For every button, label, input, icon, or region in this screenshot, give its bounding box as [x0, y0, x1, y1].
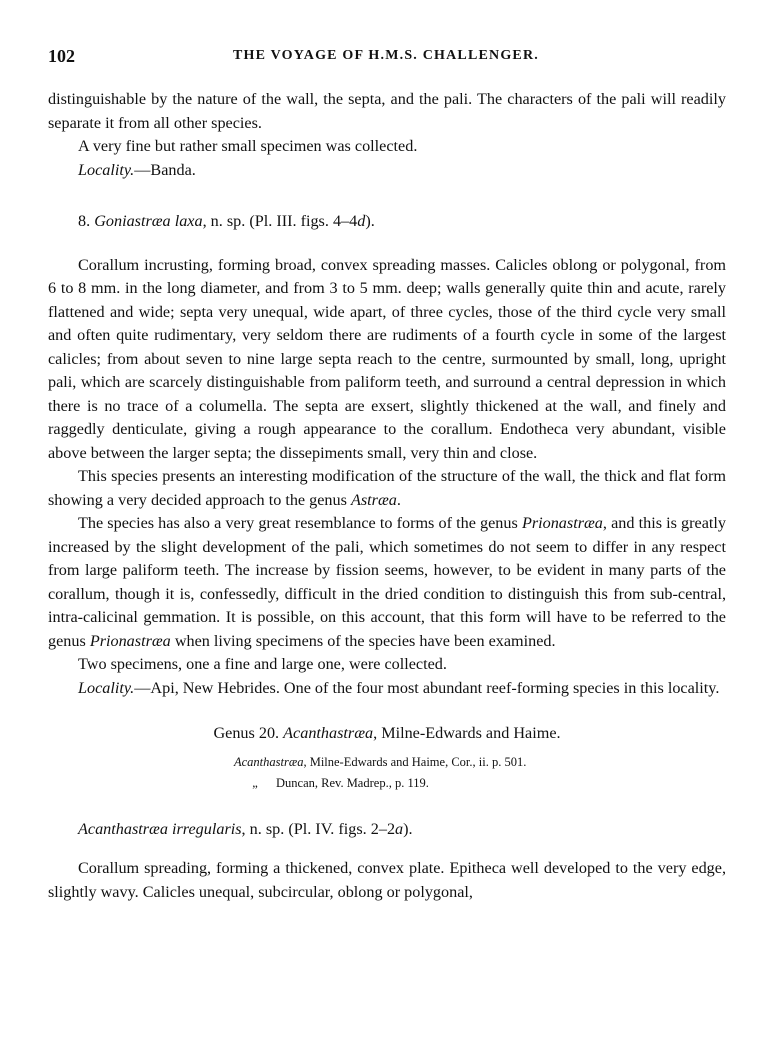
species-close: ). — [403, 819, 413, 838]
reference-text: Duncan, Rev. Madrep., p. 119. — [276, 775, 429, 790]
page-header — [48, 46, 724, 68]
figure-letter: d — [357, 212, 366, 230]
species-suffix: , n. sp. (Pl. III. figs. 4–4 — [202, 212, 358, 230]
running-title: THE VOYAGE OF H.M.S. CHALLENGER. — [233, 48, 539, 63]
figure-letter: a — [395, 819, 404, 838]
species-number: 8. — [78, 212, 91, 230]
species-locality — [48, 677, 726, 701]
locality-label: Locality. — [78, 678, 135, 697]
genus-references — [234, 752, 726, 794]
page-number: 102 — [48, 46, 75, 66]
specimens-note: Two specimens, one a fine and large one, were collected. — [78, 655, 447, 673]
ditto-mark: „ — [252, 775, 258, 790]
reference-genus: Acanthastræa — [234, 754, 304, 769]
body-text — [48, 88, 726, 904]
remarks-text: This species presents an interesting modification of the structure of the wall, the thick and flat form showing a very decided approach to the genus — [48, 467, 726, 509]
species-close: ). — [365, 212, 375, 230]
reference-line — [234, 773, 726, 794]
species-heading-acanthastraea-irregularis — [48, 818, 726, 842]
locality-value: —Api, New Hebrides. One of the four most abundant reef-forming species in this locality. — [134, 678, 720, 697]
genus-prefix: Genus 20. — [213, 724, 284, 742]
genus-name: Astræa — [350, 490, 397, 509]
species-name: Goniastræa laxa — [94, 212, 203, 230]
comparison-end: when living specimens of the species have been examined. — [170, 631, 556, 650]
species-description: Corallum spreading, forming a thickened, convex plate. Epitheca well developed to the very edge, slightly wavy. Calicles unequal, subcircular, oblong or polygonal, — [48, 859, 726, 901]
species-suffix: , n. sp. (Pl. IV. figs. 2–2 — [241, 819, 396, 838]
species-heading-goniastraea-laxa — [48, 210, 726, 234]
remarks-end: . — [396, 490, 401, 509]
species-remarks-paragraph — [48, 465, 726, 512]
genus-name: Prionastræa — [89, 631, 171, 650]
previous-entry-text: distinguishable by the nature of the wall, the septa, and the pali. The characters of the pali will readily separate it from all other species. — [48, 90, 726, 132]
locality-value: —Banda. — [134, 160, 196, 179]
previous-entry-locality — [48, 159, 726, 183]
locality-label: Locality. — [78, 160, 135, 179]
genus-authors: , Milne-Edwards and Haime. — [373, 724, 561, 742]
species-description: Corallum incrusting, forming broad, convex spreading masses. Calicles oblong or polygonal, from 6 to 8 mm. in the long diameter, and from 3 to 5 mm. deep; walls generally quite thin and acute, rarely flattened and wide; septa very unequal, wide apart, of three cycles, those of the third cycle very small and often quite rudimentary, very seldom there are rudiments of a fourth cycle in some of the largest calicles; from about seven to nine large septa reach to the centre, surmounted by small, long, upright pali, which are scarcely distinguishable from paliform teeth, and surround a central depression in which there is no trace of a columella. The septa are exsert, slightly thickened at the wall, and finely and raggedly denticulate, giving a rough appearance to the corallum. Endotheca very abundant, visible above between the larger septa; the dissepiments small, very thin and close. — [48, 255, 726, 462]
reference-line — [234, 752, 726, 773]
comparison-text: The species has also a very great resemblance to forms of the genus — [78, 514, 522, 532]
genus-name: Acanthastræa — [283, 724, 374, 742]
previous-entry-specimen: A very fine but rather small specimen was collected. — [78, 137, 418, 155]
reference-text: , Milne-Edwards and Haime, Cor., ii. p. 501. — [303, 754, 527, 769]
genus-heading — [48, 722, 726, 746]
genus-name: Prionastræa — [521, 514, 603, 532]
species-name: Acanthastræa irregularis — [78, 819, 242, 838]
species-comparison-paragraph — [48, 512, 726, 653]
comparison-text: , and this is greatly increased by the slight development of the pali, which sometimes do not seem to differ in any respect from large paliform teeth. The increase by fission seems, however, to be evident in many parts of the corallum, though it is, confessedly, difficult in the dried condition to distinguish this from sub-central, intra-calicinal gemmation. It is possible, on this account, that this form will have to be referred to the genus — [48, 514, 727, 650]
